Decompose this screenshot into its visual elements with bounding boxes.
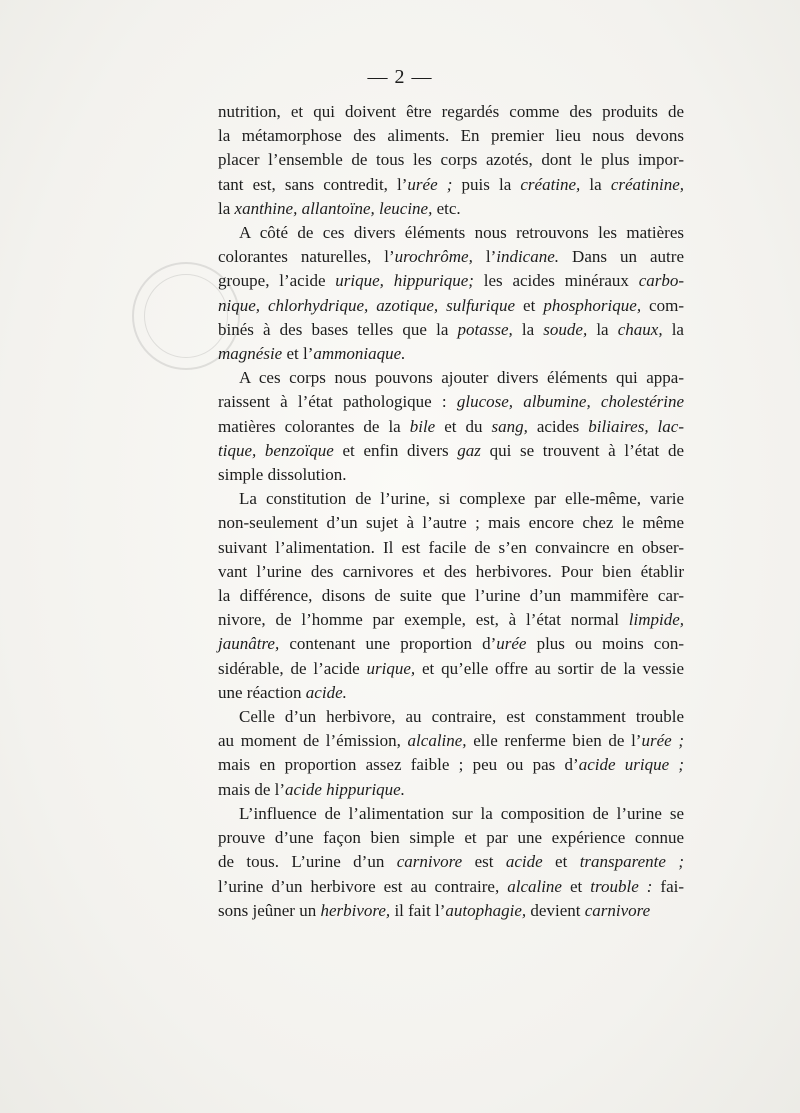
text-run: de tous. L’urine d’un	[218, 852, 397, 872]
text-run: la différence, disons de suite que l’urine d’un mammifère car-	[218, 586, 684, 606]
text-run: la	[587, 319, 618, 339]
text-run: binés à des bases telles que la	[218, 319, 458, 339]
text-run: et du	[435, 416, 492, 436]
text-run: vant l’urine des carnivores et des herbivores. Pour bien établir	[218, 561, 684, 581]
text-line	[218, 245, 684, 269]
paragraph	[218, 705, 684, 802]
text-run: est	[462, 852, 506, 872]
text-line	[218, 415, 684, 439]
text-run: mais en proportion assez faible ; peu ou pas d’	[218, 755, 579, 775]
text-run: qui se trouvent à l’état de	[480, 440, 684, 460]
italic-run: potasse,	[457, 319, 513, 339]
italic-run: urochrôme,	[394, 247, 473, 267]
text-run: une réaction	[218, 682, 306, 702]
italic-run: biliaires, lac-	[588, 416, 684, 436]
text-run: il fait l’	[390, 900, 446, 920]
text-line	[218, 705, 684, 729]
text-run: la métamorphose des aliments. En premier lieu nous devons	[218, 126, 684, 146]
italic-run: phosphorique,	[543, 295, 642, 315]
text-run: elle renferme bien de l’	[466, 731, 642, 751]
text-line	[218, 850, 684, 874]
text-line	[218, 269, 684, 293]
text-line	[218, 318, 684, 342]
text-run: La constitution de l’urine, si complexe par elle-même, varie	[239, 489, 684, 509]
text-run: l’	[472, 247, 497, 267]
italic-run: bile	[409, 416, 436, 436]
text-run: L’influence de l’alimentation sur la composition de l’urine se	[239, 803, 684, 823]
italic-run: alcaline	[507, 876, 562, 896]
text-line	[218, 487, 684, 511]
text-run: sidérable, de l’acide	[218, 658, 367, 678]
text-line	[218, 899, 684, 923]
italic-run: jaunâtre,	[218, 634, 280, 654]
text-run: matières colorantes de la	[218, 416, 410, 436]
italic-run: urée ;	[407, 174, 453, 194]
text-run: et l’	[282, 344, 314, 364]
text-run: etc.	[432, 198, 461, 218]
italic-run: alcaline,	[407, 731, 467, 751]
text-run: fai-	[652, 876, 684, 896]
text-run: et	[561, 876, 591, 896]
text-run: nivore, de l’homme par exemple, est, à l’état normal	[218, 610, 629, 630]
text-run: simple dissolution.	[218, 465, 347, 485]
text-run: la	[218, 198, 235, 218]
text-run: et	[515, 295, 544, 315]
text-line	[218, 826, 684, 850]
text-run: et qu’elle offre au sortir de la vessie	[415, 658, 684, 678]
text-line	[218, 463, 684, 487]
text-run: com-	[641, 295, 684, 315]
italic-run: limpide,	[628, 610, 684, 630]
paragraph	[218, 487, 684, 705]
italic-run: créatinine,	[610, 174, 684, 194]
text-line	[218, 124, 684, 148]
text-line	[218, 802, 684, 826]
text-line	[218, 657, 684, 681]
italic-run: soude,	[543, 319, 588, 339]
italic-run: sang,	[491, 416, 528, 436]
text-run: puis la	[452, 174, 521, 194]
text-run: mais de l’	[218, 779, 286, 799]
italic-run: acide	[505, 852, 543, 872]
italic-run: herbivore,	[320, 900, 391, 920]
text-run: devient	[526, 900, 585, 920]
italic-run: urée	[496, 634, 527, 654]
italic-run: carnivore	[396, 852, 463, 872]
text-line	[218, 875, 684, 899]
text-line	[218, 173, 684, 197]
italic-run: acide.	[305, 682, 347, 702]
italic-run: nique, chlorhydrique, azotique, sulfurique	[218, 295, 516, 315]
text-line	[218, 294, 684, 318]
italic-run: acide hippurique.	[285, 779, 405, 799]
text-run: la	[662, 319, 684, 339]
italic-run: créatine,	[520, 174, 581, 194]
text-line	[218, 342, 684, 366]
italic-run: transparente ;	[579, 852, 684, 872]
text-run: contenant une proportion d’	[279, 634, 497, 654]
body-text	[218, 100, 684, 923]
italic-run: tique, benzoïque	[218, 440, 334, 460]
italic-run: acide urique ;	[578, 755, 685, 775]
text-line	[218, 366, 684, 390]
text-line	[218, 753, 684, 777]
text-run: l’urine d’un herbivore est au contraire,	[218, 876, 508, 896]
italic-run: magnésie	[218, 344, 283, 364]
italic-run: indicane.	[496, 247, 560, 267]
paragraph	[218, 366, 684, 487]
text-run: nutrition, et qui doivent être regardés comme des produits de	[218, 102, 684, 121]
text-run: Celle d’un herbivore, au contraire, est constamment trouble	[239, 707, 684, 727]
text-run: les acides minéraux	[473, 271, 639, 291]
text-line	[218, 390, 684, 414]
text-run: tant est, sans contredit, l’	[218, 174, 408, 194]
page-number: — 2 —	[367, 66, 433, 88]
text-line	[218, 729, 684, 753]
text-line	[218, 100, 684, 124]
paragraph	[218, 221, 684, 366]
text-run: et enfin divers	[333, 440, 458, 460]
text-line	[218, 584, 684, 608]
text-line	[218, 197, 684, 221]
italic-run: glucose, albumine, cholestérine	[456, 392, 685, 412]
text-line	[218, 221, 684, 245]
text-run: placer l’ensemble de tous les corps azotés, dont le plus impor-	[218, 150, 684, 170]
text-run: plus ou moins con-	[526, 634, 684, 654]
text-run: sons jeûner un	[218, 900, 321, 920]
paragraph	[218, 802, 684, 923]
text-line	[218, 439, 684, 463]
italic-run: carbo-	[638, 271, 685, 291]
text-run: raissent à l’état pathologique :	[218, 392, 457, 412]
text-run: la	[512, 319, 544, 339]
italic-run: urée ;	[641, 731, 685, 751]
italic-run: urique, hippurique;	[335, 271, 474, 291]
text-line	[218, 148, 684, 172]
text-run: A ces corps nous pouvons ajouter divers éléments qui appa-	[239, 368, 684, 388]
italic-run: autophagie,	[445, 900, 527, 920]
italic-run: carnivore	[584, 900, 651, 920]
italic-run: trouble :	[590, 876, 653, 896]
text-line	[218, 778, 684, 802]
italic-run: ammoniaque.	[313, 344, 406, 364]
italic-run: chaux,	[617, 319, 663, 339]
text-line	[218, 681, 684, 705]
text-run: prouve d’une façon bien simple et par une expérience connue	[218, 828, 684, 848]
text-run: Dans un autre	[559, 247, 684, 267]
text-run: suivant l’alimentation. Il est facile de s’en convaincre en obser-	[218, 537, 684, 557]
text-run: acides	[527, 416, 589, 436]
text-line	[218, 511, 684, 535]
text-run: colorantes naturelles, l’	[218, 247, 395, 267]
text-run: non-seulement d’un sujet à l’autre ; mais encore chez le même	[218, 513, 684, 533]
paragraph	[218, 100, 684, 221]
italic-run: gaz	[457, 440, 481, 460]
italic-run: xanthine, allantoïne, leucine,	[234, 198, 433, 218]
text-run: groupe, l’acide	[218, 271, 336, 291]
text-line	[218, 608, 684, 632]
text-line	[218, 632, 684, 656]
text-run: au moment de l’émission,	[218, 731, 408, 751]
text-run: et	[542, 852, 580, 872]
text-run: la	[580, 174, 611, 194]
text-line	[218, 536, 684, 560]
italic-run: urique,	[366, 658, 416, 678]
text-run: A côté de ces divers éléments nous retrouvons les matières	[239, 223, 684, 243]
text-line	[218, 560, 684, 584]
